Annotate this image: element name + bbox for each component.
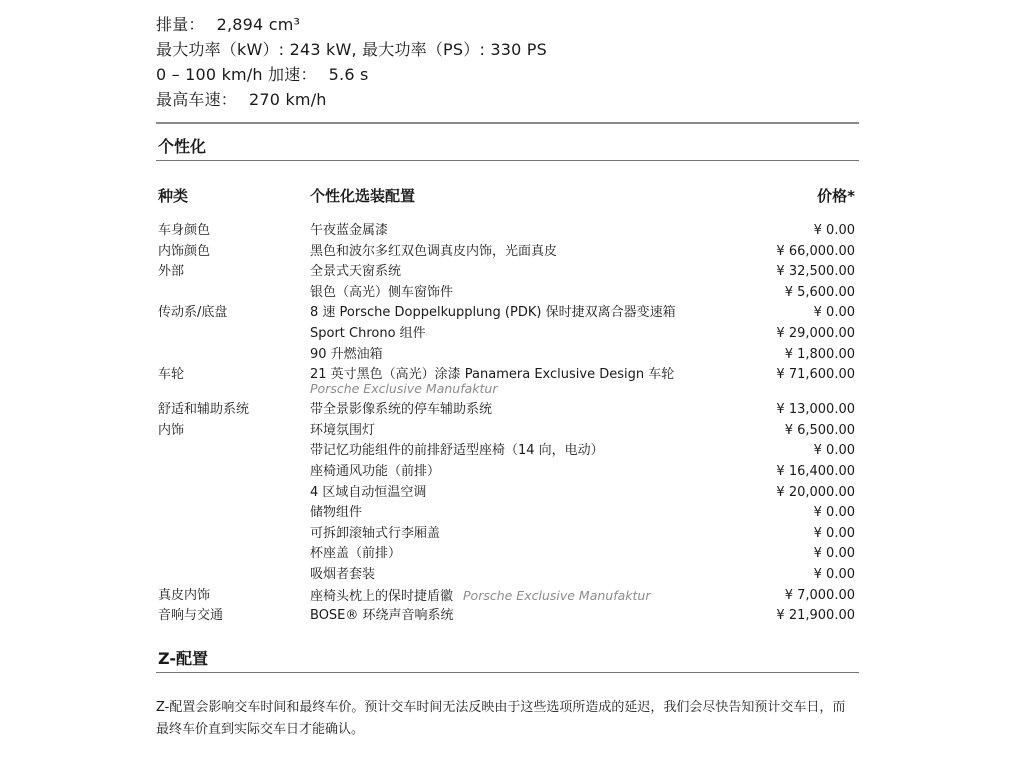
table-row: 4 区域自动恒温空调 ¥ 20,000.00 bbox=[310, 484, 855, 500]
table-row: 座椅通风功能（前排） ¥ 16,400.00 bbox=[310, 463, 855, 479]
technical-specs bbox=[156, 12, 856, 112]
column-header-category: 种类 bbox=[158, 187, 189, 205]
table-row: 内饰颜色 黑色和波尔多红双色调真皮内饰，光面真皮 ¥ 66,000.00 bbox=[158, 243, 855, 259]
table-row: 吸烟者套装 ¥ 0.00 bbox=[310, 566, 855, 582]
column-header-option: 个性化选装配置 bbox=[310, 187, 416, 205]
table-row: 带记忆功能组件的前排舒适型座椅（14 向，电动） ¥ 0.00 bbox=[310, 443, 855, 459]
table-row: 真皮内饰 座椅头枕上的保时捷盾徽 Porsche Exclusive Manufaktur ¥ 7,000.00 bbox=[158, 587, 855, 604]
section-divider bbox=[156, 122, 859, 124]
table-row: 车身颜色 午夜蓝金属漆 ¥ 0.00 bbox=[158, 223, 855, 238]
column-header-price: 价格* bbox=[817, 187, 855, 205]
section-title: Z-配置 bbox=[158, 649, 208, 668]
table-row: 音响与交通 BOSE® 环绕声音响系统 ¥ 21,900.00 bbox=[158, 608, 855, 624]
manufaktur-note: Porsche Exclusive Manufaktur bbox=[463, 587, 651, 603]
table-row: 外部 全景式天窗系统 ¥ 32,500.00 bbox=[158, 264, 855, 280]
table-row: 杯座盖（前排） ¥ 0.00 bbox=[310, 546, 855, 562]
table-row: 银色（高光）侧车窗饰件 ¥ 5,600.00 bbox=[310, 284, 855, 300]
spec-displacement: 排量： 2,894 cm³ bbox=[156, 15, 301, 34]
table-row: 可拆卸滚轴式行李厢盖 ¥ 0.00 bbox=[310, 525, 855, 541]
table-row: 车轮 21 英寸黑色（高光）涂漆 Panamera Exclusive Design 车轮 Porsche Exclusive Manufaktur ¥ 71,600.00 bbox=[158, 365, 855, 400]
z-config-description: Z-配置会影响交车时间和最终车价。预计交车时间无法反映由于这些选项所造成的延迟，我们会尽快告知预计交车日，而最终车价直到实际交车日才能确认。 bbox=[156, 700, 846, 737]
table-row: Sport Chrono 组件 ¥ 29,000.00 bbox=[310, 325, 855, 341]
options-table-header bbox=[158, 185, 855, 209]
section-divider bbox=[156, 672, 859, 673]
personalization-section-header bbox=[156, 122, 859, 161]
manufaktur-note: Porsche Exclusive Manufaktur bbox=[310, 381, 498, 397]
spec-power: 最大功率（kW）: 243 kW, 最大功率（PS）: 330 PS bbox=[156, 40, 547, 59]
table-row: 传动系/底盘 8 速 Porsche Doppelkupplung (PDK) 保时捷双离合器变速箱 ¥ 0.00 bbox=[158, 305, 855, 321]
table-row: 内饰 环境氛围灯 ¥ 6,500.00 bbox=[158, 422, 855, 438]
z-config-section-header bbox=[156, 646, 859, 673]
table-row: 90 升燃油箱 ¥ 1,800.00 bbox=[310, 346, 855, 362]
spec-acceleration: 0 – 100 km/h 加速： 5.6 s bbox=[156, 65, 369, 84]
spec-top-speed: 最高车速： 270 km/h bbox=[156, 90, 327, 109]
section-title: 个性化 bbox=[158, 137, 207, 156]
table-row: 储物组件 ¥ 0.00 bbox=[310, 505, 855, 521]
section-divider bbox=[156, 160, 859, 161]
options-table bbox=[158, 221, 855, 627]
table-row: 舒适和辅助系统 带全景影像系统的停车辅助系统 ¥ 13,000.00 bbox=[158, 402, 855, 418]
